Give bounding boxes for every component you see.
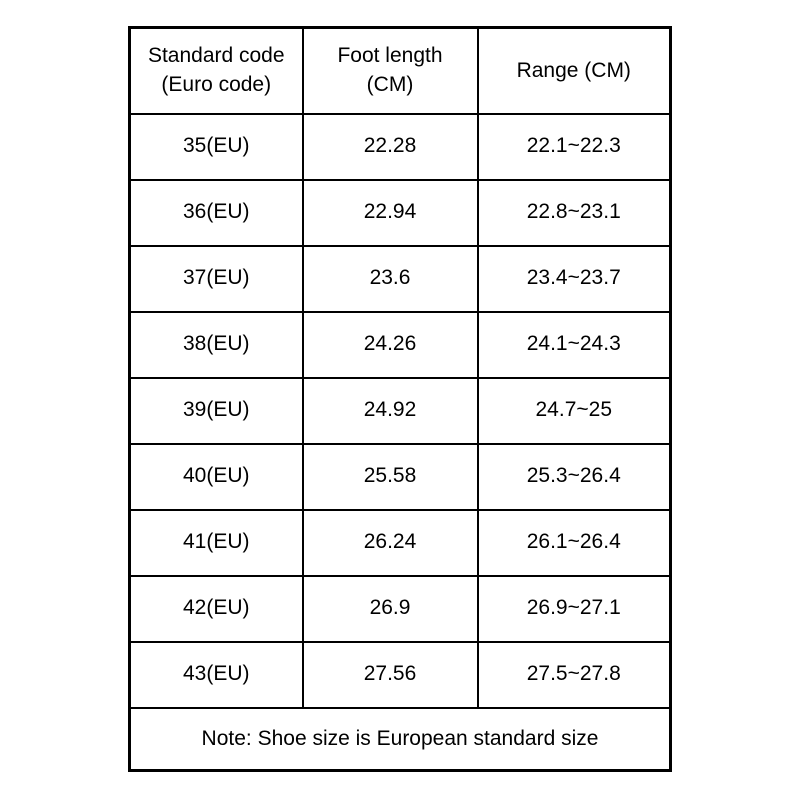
cell-range: 24.7~25: [478, 378, 671, 444]
cell-range: 23.4~23.7: [478, 246, 671, 312]
cell-range: 25.3~26.4: [478, 444, 671, 510]
table-row: [130, 576, 671, 642]
cell-standard-code: 37(EU): [130, 246, 303, 312]
cell-range: 22.1~22.3: [478, 114, 671, 180]
cell-foot-length: 24.26: [303, 312, 478, 378]
cell-range: 26.9~27.1: [478, 576, 671, 642]
cell-standard-code: 40(EU): [130, 444, 303, 510]
cell-foot-length: 26.24: [303, 510, 478, 576]
table-row: [130, 180, 671, 246]
table-row: [130, 246, 671, 312]
cell-standard-code: 43(EU): [130, 642, 303, 708]
header-row: [130, 28, 671, 114]
header-range: Range (CM): [478, 28, 671, 114]
cell-foot-length: 22.28: [303, 114, 478, 180]
cell-standard-code: 42(EU): [130, 576, 303, 642]
cell-foot-length: 24.92: [303, 378, 478, 444]
shoe-size-table: [128, 26, 672, 772]
header-foot-length: Foot length (CM): [303, 28, 478, 114]
note-row: [130, 708, 671, 771]
cell-standard-code: 41(EU): [130, 510, 303, 576]
table-row: [130, 642, 671, 708]
header-standard-code: Standard code (Euro code): [130, 28, 303, 114]
cell-foot-length: 23.6: [303, 246, 478, 312]
table-row: [130, 510, 671, 576]
cell-standard-code: 39(EU): [130, 378, 303, 444]
note-text: Note: Shoe size is European standard size: [130, 708, 671, 771]
cell-standard-code: 35(EU): [130, 114, 303, 180]
cell-foot-length: 22.94: [303, 180, 478, 246]
cell-standard-code: 38(EU): [130, 312, 303, 378]
cell-range: 27.5~27.8: [478, 642, 671, 708]
cell-range: 26.1~26.4: [478, 510, 671, 576]
table-row: [130, 312, 671, 378]
cell-range: 22.8~23.1: [478, 180, 671, 246]
cell-foot-length: 27.56: [303, 642, 478, 708]
cell-standard-code: 36(EU): [130, 180, 303, 246]
table-row: [130, 444, 671, 510]
table-row: [130, 114, 671, 180]
cell-foot-length: 26.9: [303, 576, 478, 642]
cell-range: 24.1~24.3: [478, 312, 671, 378]
table-row: [130, 378, 671, 444]
cell-foot-length: 25.58: [303, 444, 478, 510]
